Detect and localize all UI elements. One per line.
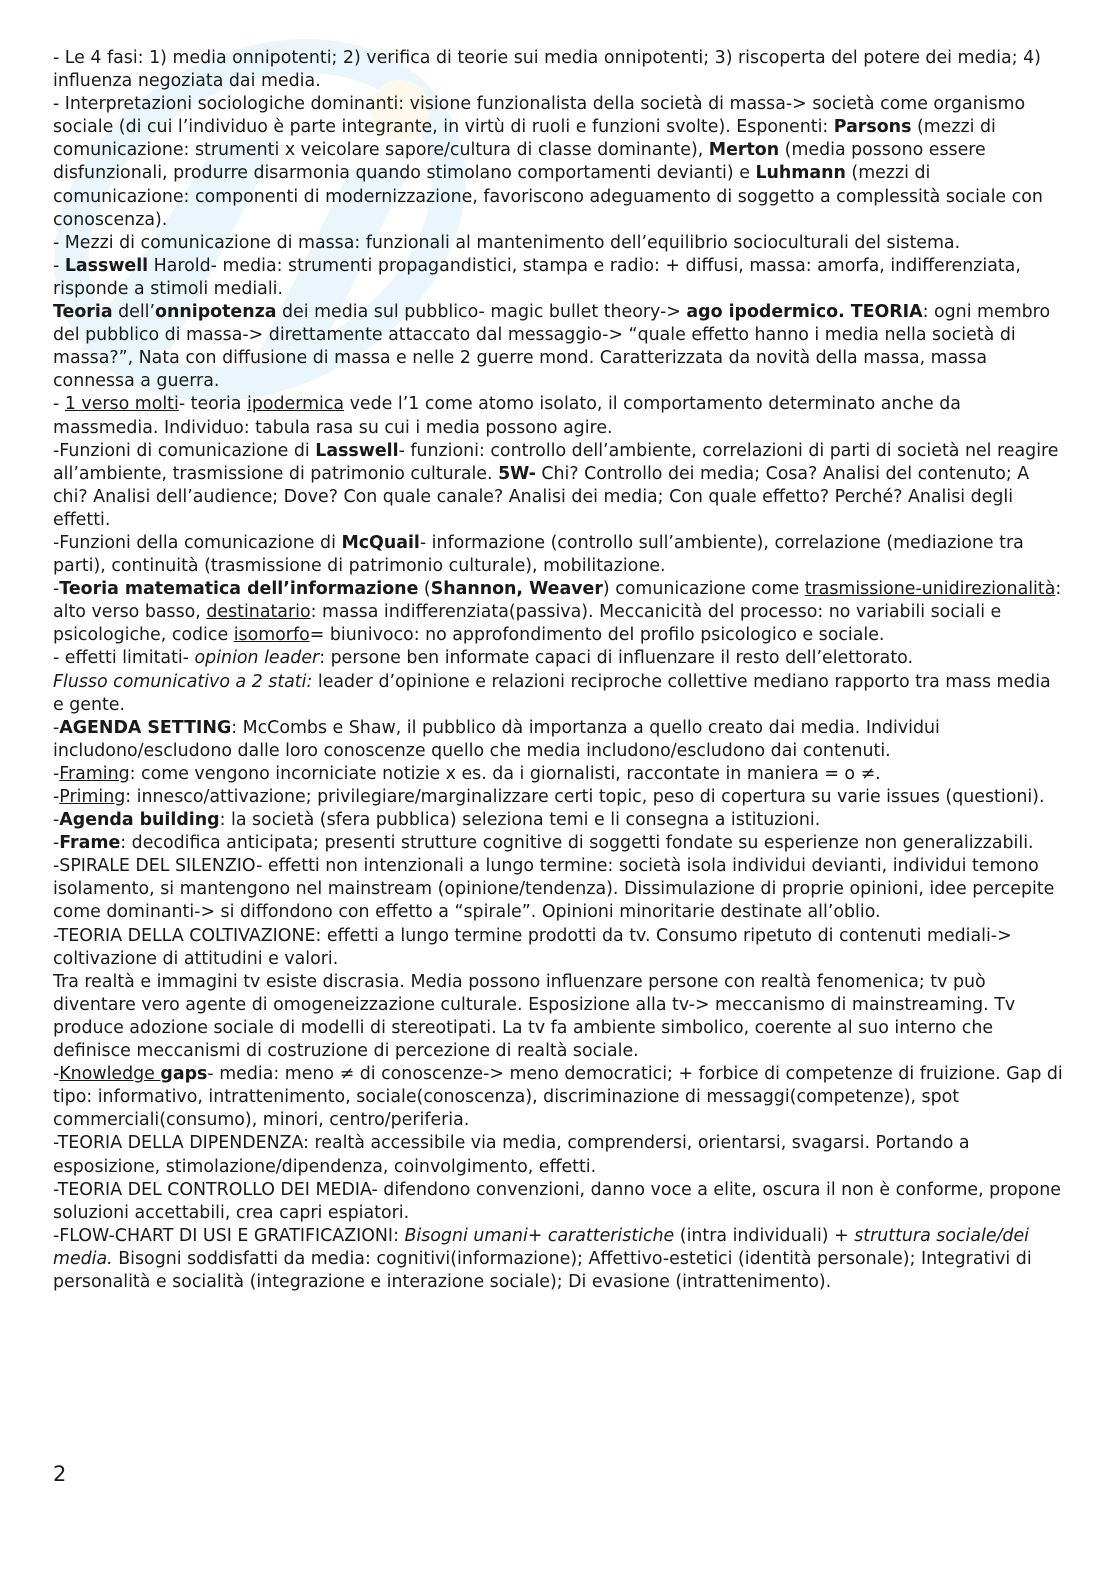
para-knowledge-gaps: -Knowledge gaps- media: meno ≠ di conoscenze-> meno democratici; + forbice di competenze di fruizione. Gap di tipo: informativo, intrattenimento, sociale(conoscenza), discriminazione di messaggi(competenze), spot commerciali(consumo), minori, centro/periferia. [53,1064,1063,1131]
para-tv-reality: Tra realtà e immagini tv esiste discrasia. Media possono influenzare persone con realtà fenomenica; tv può diventare vero agente di omogeneizzazione culturale. Esposizione alla tv-> meccanismo di mainstreaming. Tv produce adozione sociale di modelli di stereotipati. La tv fa ambiente simbolico, coerente al suo interno che definisce meccanismi di costruzione di percezione di realtà sociale. [53,971,1016,1062]
para-media-control-theory: -TEORIA DEL CONTROLLO DEI MEDIA- difendono convenzioni, danno voce a elite, oscura il non è conforme, propone soluzioni accettabili, crea capri espiatori. [53,1179,1061,1223]
para-mathematical-theory: -Teoria matematica dell’informazione (Shannon, Weaver) comunicazione come trasmissione-unidirezionalità: alto verso basso, destinatario: massa indifferenziata(passiva). Meccanicità del processo: no variabili sociali e psicologiche, codice isomorfo= biunivoco: no approfondimento del profilo psicologico e sociale. [53,579,1062,646]
para-priming: -Priming: innesco/attivazione; privilegiare/marginalizzare certi topic, peso di copertura su varie issues (questioni). [53,787,1045,807]
page-number: 2 [53,1462,67,1486]
para-frame: -Frame: decodifica anticipata; presenti strutture cognitive di soggetti fondate su esperienze non generalizzabili. [53,833,1034,854]
term-hypodermic-needle: ago ipodermico. TEORIA [686,302,923,323]
term-parsons: Parsons [833,117,912,138]
para-lasswell: - Lasswell Harold- media: strumenti propagandistici, stampa e radio: + diffusi, massa: amorfa, indifferenziata, risponde a stimoli mediali. [53,255,1021,299]
para-two-step-flow: Flusso comunicativo a 2 stati: leader d’opinione e relazioni reciproche collettive mediano rapporto tra mass media e gente. [53,671,1051,715]
para-sociological-interpretations: - Interpretazioni sociologiche dominanti: visione funzionalista della società di massa-> società come organismo sociale (di cui l’individuo è parte integrante, in virtù di ruoli e funzioni svolte). Esponenti: Parsons (mezzi di comunicazione: strumenti x veicolare sapore/cultura di classe dominante), Merton (media possono essere disfunzionali, produrre disarmonia quando stimolano comportamenti devianti) e Luhmann (mezzi di comunicazione: componenti di modernizzazione, favoriscono adeguamento di soggetto a complessità sociale con conoscenza). [53,94,1043,230]
para-spiral-of-silence: -SPIRALE DEL SILENZIO- effetti non intenzionali a lungo termine: società isola individui devianti, individui temono isolamento, si mantengono nel mainstream (opinione/tendenza). Dissimulazione di proprie opinioni, idee percepite come dominanti-> si diffondono con effetto a “spirale”. Opinioni minoritarie destinate all’oblio. [53,856,1055,923]
term-5w: 5W- [498,463,536,484]
para-agenda-building: -Agenda building: la società (sfera pubblica) seleziona temi e li consegna a istituzioni. [53,810,821,831]
para-framing: -Framing: come vengono incorniciate notizie x es. da i giornalisti, raccontate in maniera = o ≠. [53,763,881,784]
para-one-to-many: - 1 verso molti- teoria ipodermica vede l’1 come atomo isolato, il comportamento determinato anche da massmedia. Individuo: tabula rasa su cui i media possono agire. [53,394,961,438]
para-limited-effects: - effetti limitati- opinion leader: persone ben informate capaci di influenzare il resto dell’elettorato. [53,648,913,669]
term-luhmann: Luhmann [755,163,846,184]
term-lasswell: Lasswell [64,255,149,276]
para-four-phases: - Le 4 fasi: 1) media onnipotenti; 2) verifica di teorie sui media onnipotenti; 3) riscoperta del potere dei media; 4) influenza negoziata dai media. [53,48,1041,92]
page-body [53,47,1065,1294]
para-mass-media-functions: - Mezzi di comunicazione di massa: funzionali al mantenimento dell’equilibrio socioculturali del sistema. [53,232,961,253]
para-agenda-setting: -AGENDA SETTING: McCombs e Shaw, il pubblico dà importanza a quello creato dai media. Individui includono/escludono dalle loro conoscenze quello che media includono/escludono dai contenuti. [53,717,940,761]
para-cultivation-theory: -TEORIA DELLA COLTIVAZIONE: effetti a lungo termine prodotti da tv. Consumo ripetuto di contenuti mediali-> coltivazione di attitudini e valori. [53,925,1012,969]
para-omnipotence-theory: Teoria dell’onnipotenza dei media sul pubblico- magic bullet theory-> ago ipodermico. TEORIA: ogni membro del pubblico di massa-> direttamente attaccato dal messaggio-> “quale effetto hanno i media nella società di massa?”, Nata con diffusione di massa e nelle 2 guerre mond. Caratterizzata da novità della massa, massa connessa a guerra. [53,302,1051,392]
para-mcquail: -Funzioni della comunicazione di McQuail- informazione (controllo sull’ambiente), correlazione (mediazione tra parti), continuità (trasmissione di patrimonio culturale), mobilitazione. [53,532,1024,577]
term-mcquail: McQuail [341,532,420,553]
para-dependency-theory: -TEORIA DELLA DIPENDENZA: realtà accessibile via media, comprendersi, orientarsi, svagarsi. Portando a esposizione, stimolazione/dipendenza, coinvolgimento, effetti. [53,1133,970,1177]
para-uses-gratifications: -FLOW-CHART DI USI E GRATIFICAZIONI: Bisogni umani+ caratteristiche (intra individuali) + struttura sociale/dei media. Bisogni soddisfatti da media: cognitivi(informazione); Affettivo-estetici (identità personale); Integrativi di personalità e socialità (integrazione e interazione sociale); Di evasione (intrattenimento). [53,1225,1032,1292]
para-lasswell-functions: -Funzioni di comunicazione di Lasswell- funzioni: controllo dell’ambiente, correlazioni di parti di società nel reagire all’ambiente, trasmissione di patrimonio culturale. 5W- Chi? Controllo dei media; Cosa? Analisi del contenuto; A chi? Analisi dell’audience; Dove? Con quale canale? Analisi dei media; Con quale effetto? Perché? Analisi degli effetti. [53,440,1059,530]
term-merton: Merton [708,140,780,161]
